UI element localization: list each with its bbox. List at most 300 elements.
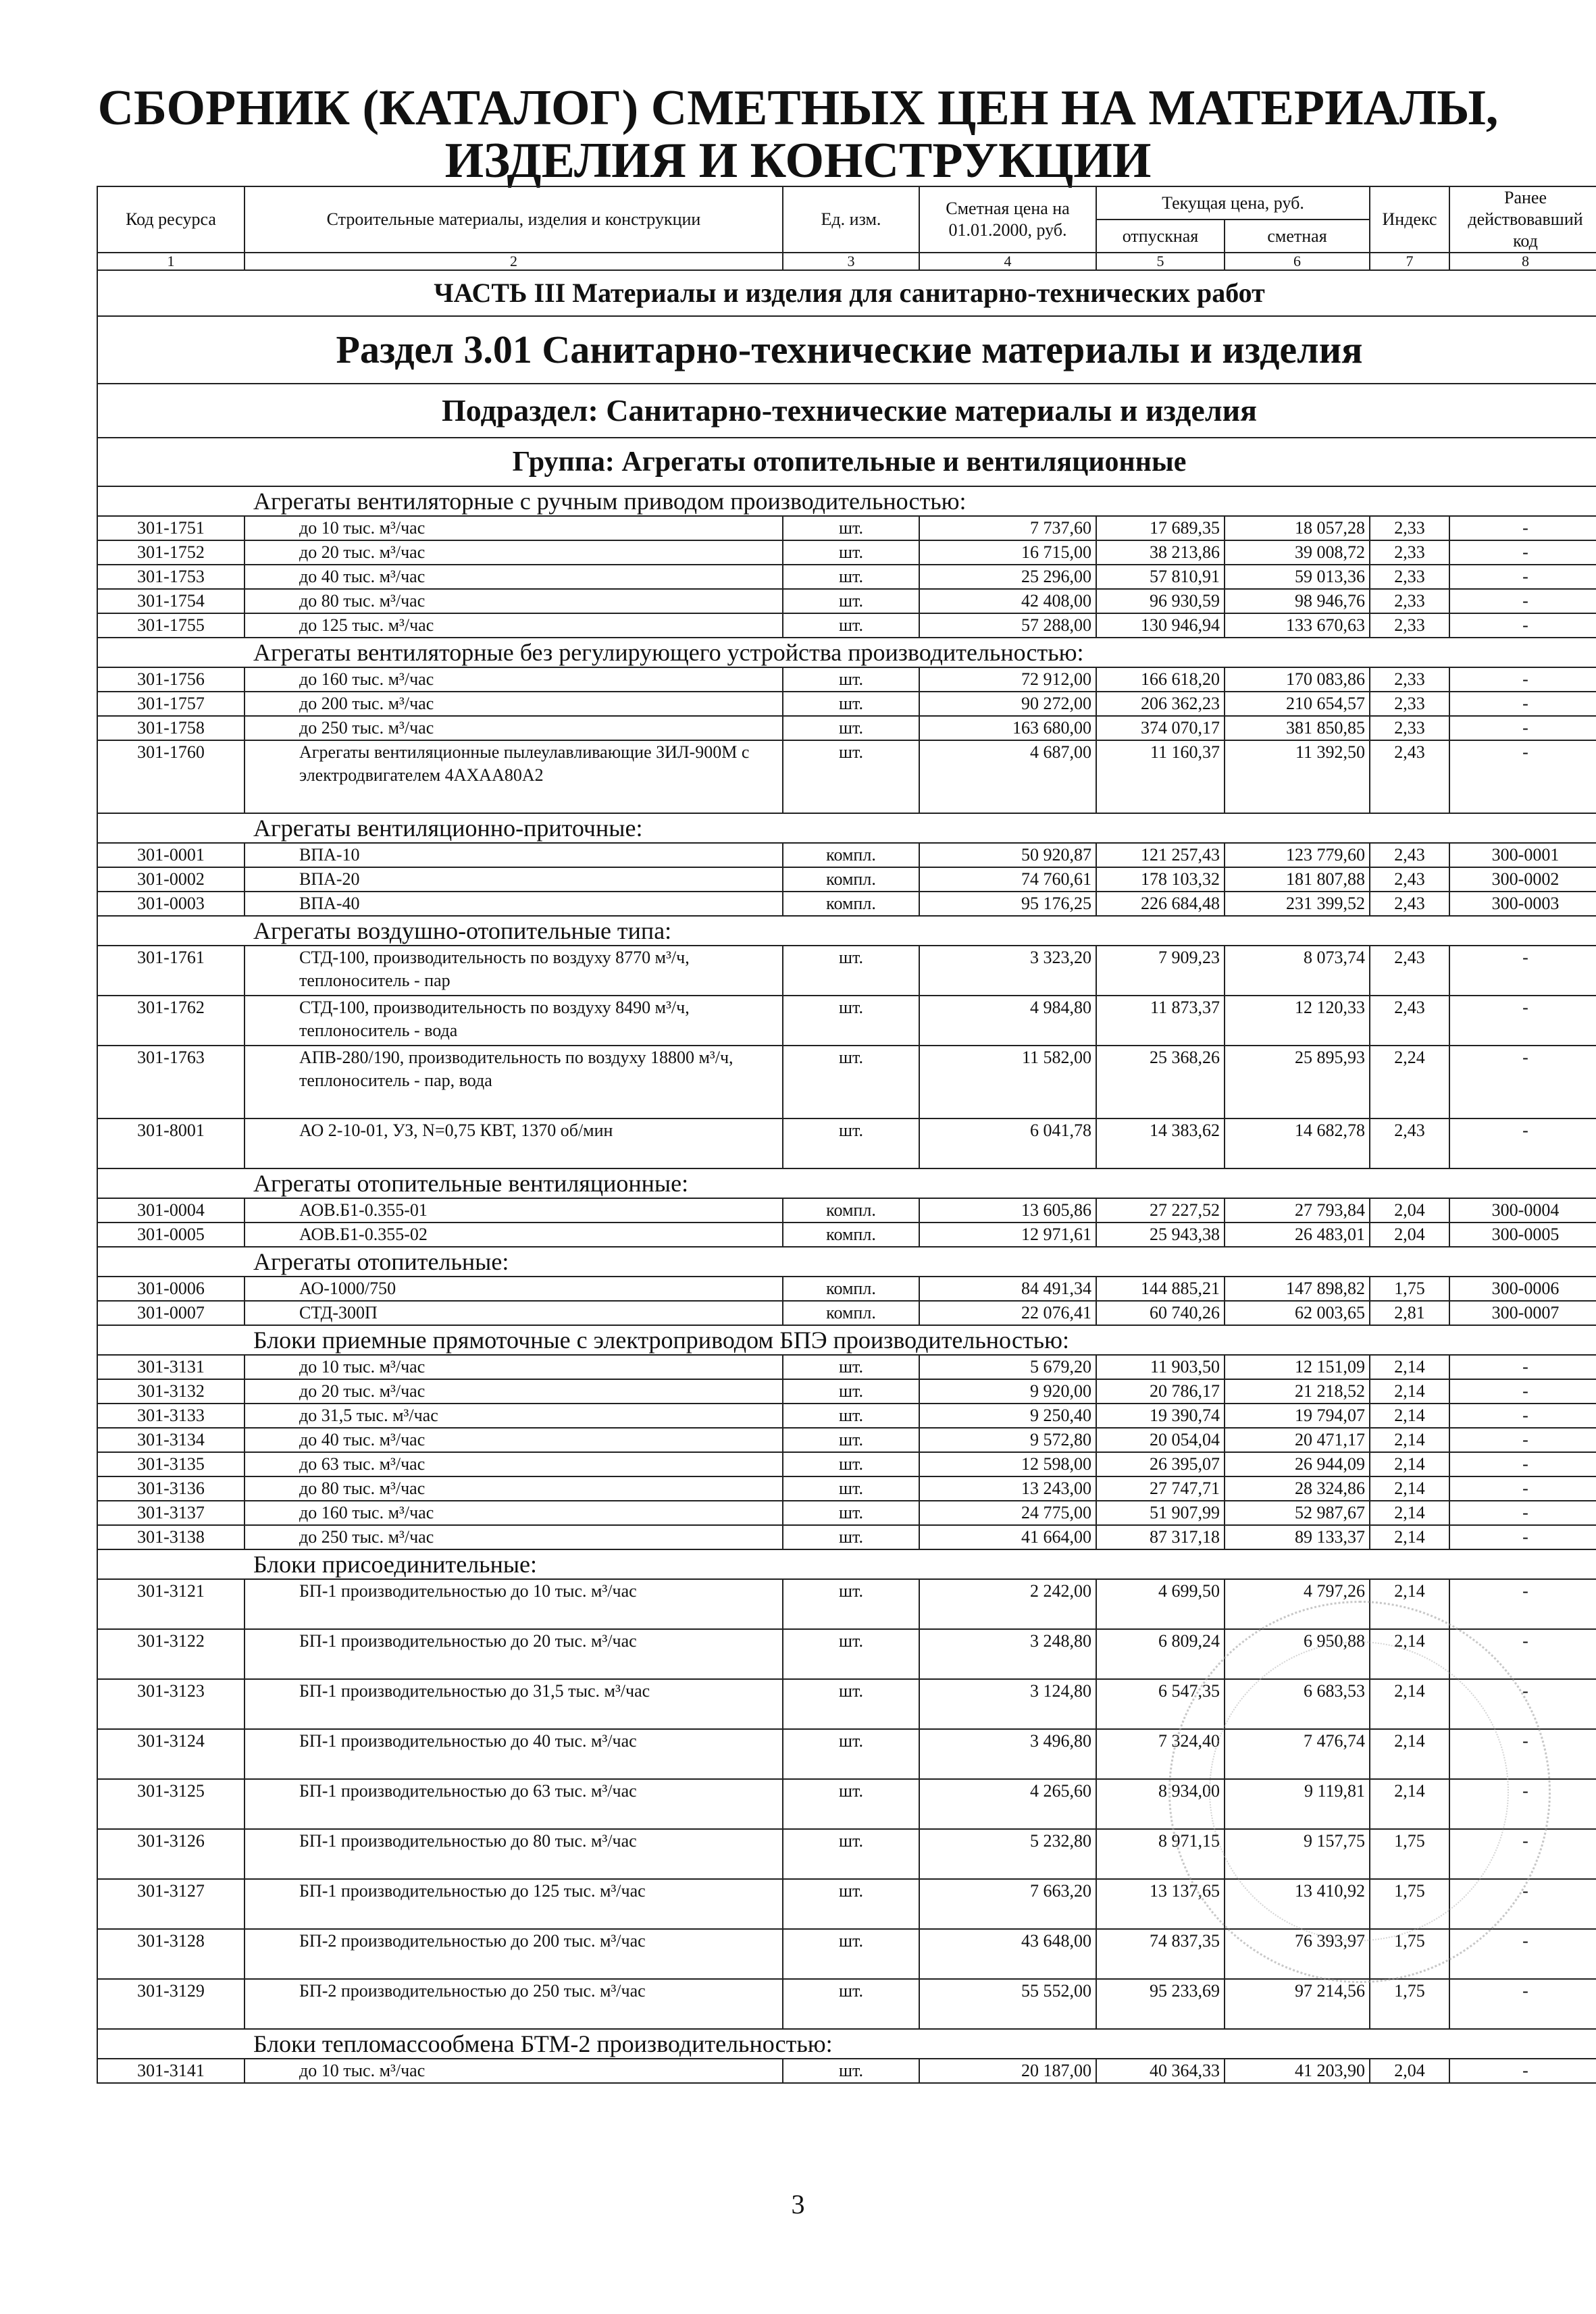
table-row <box>97 540 1596 565</box>
index-cell: 2,24 <box>1370 1046 1449 1119</box>
index-cell: 2,14 <box>1370 1525 1449 1549</box>
unit-cell: шт. <box>783 996 919 1046</box>
unit-cell: шт. <box>783 1046 919 1119</box>
category-heading-row <box>97 638 1596 667</box>
price-2000-cell: 5 232,80 <box>919 1829 1096 1879</box>
unit-cell: шт. <box>783 1355 919 1379</box>
previous-code-cell: - <box>1449 1525 1596 1549</box>
previous-code-cell: - <box>1449 1629 1596 1679</box>
group-heading: Группа: Агрегаты отопительные и вентиляционные <box>97 438 1596 486</box>
material-name-cell: БП-1 производительностью до 80 тыс. м³/час <box>244 1829 783 1879</box>
release-price-cell: 96 930,59 <box>1096 589 1225 613</box>
unit-cell: шт. <box>783 1929 919 1979</box>
price-2000-cell: 22 076,41 <box>919 1301 1096 1325</box>
release-price-cell: 87 317,18 <box>1096 1525 1225 1549</box>
index-cell: 2,14 <box>1370 1729 1449 1779</box>
unit-cell: шт. <box>783 1779 919 1829</box>
price-2000-cell: 74 760,61 <box>919 867 1096 892</box>
estimate-price-cell: 7 476,74 <box>1225 1729 1370 1779</box>
resource-code-cell: 301-3126 <box>97 1829 244 1879</box>
table-row <box>97 1979 1596 2029</box>
price-2000-cell: 6 041,78 <box>919 1119 1096 1168</box>
category-heading-row <box>97 1168 1596 1198</box>
part-heading: ЧАСТЬ III Материалы и изделия для санитарно-технических работ <box>97 270 1596 316</box>
resource-code-cell: 301-1757 <box>97 692 244 716</box>
material-name-cell: до 63 тыс. м³/час <box>244 1452 783 1476</box>
estimate-price-cell: 52 987,67 <box>1225 1501 1370 1525</box>
material-name-cell: БП-1 производительностью до 125 тыс. м³/час <box>244 1879 783 1929</box>
estimate-price-cell: 12 120,33 <box>1225 996 1370 1046</box>
unit-cell: шт. <box>783 692 919 716</box>
previous-code-cell: - <box>1449 1476 1596 1501</box>
release-price-cell: 38 213,86 <box>1096 540 1225 565</box>
previous-code-cell: 300-0002 <box>1449 867 1596 892</box>
unit-cell: шт. <box>783 1879 919 1929</box>
unit-cell: компл. <box>783 843 919 867</box>
price-2000-cell: 163 680,00 <box>919 716 1096 740</box>
index-cell: 2,81 <box>1370 1301 1449 1325</box>
resource-code-cell: 301-3129 <box>97 1979 244 2029</box>
col-number: 8 <box>1449 253 1596 270</box>
previous-code-cell: 300-0003 <box>1449 892 1596 916</box>
index-cell: 2,33 <box>1370 516 1449 540</box>
material-name-cell: до 80 тыс. м³/час <box>244 1476 783 1501</box>
estimate-price-cell: 18 057,28 <box>1225 516 1370 540</box>
material-name-cell: ВПА-20 <box>244 867 783 892</box>
material-name-cell: БП-2 производительностью до 250 тыс. м³/час <box>244 1979 783 2029</box>
resource-code-cell: 301-1760 <box>97 740 244 813</box>
price-2000-cell: 50 920,87 <box>919 843 1096 867</box>
column-number-row <box>97 253 1596 270</box>
category-heading: Агрегаты вентиляционно-приточные: <box>97 813 1596 843</box>
previous-code-cell: - <box>1449 740 1596 813</box>
unit-cell: компл. <box>783 1223 919 1247</box>
table-row <box>97 692 1596 716</box>
material-name-cell: до 160 тыс. м³/час <box>244 1501 783 1525</box>
col-number: 1 <box>97 253 244 270</box>
unit-cell: компл. <box>783 1301 919 1325</box>
release-price-cell: 4 699,50 <box>1096 1579 1225 1629</box>
col-number: 4 <box>919 253 1096 270</box>
index-cell: 2,33 <box>1370 692 1449 716</box>
material-name-cell: АО-1000/750 <box>244 1277 783 1301</box>
unit-cell: шт. <box>783 2059 919 2083</box>
release-price-cell: 6 809,24 <box>1096 1629 1225 1679</box>
material-name-cell: АОВ.Б1-0.355-01 <box>244 1198 783 1223</box>
index-cell: 2,43 <box>1370 740 1449 813</box>
resource-code-cell: 301-8001 <box>97 1119 244 1168</box>
previous-code-cell: - <box>1449 2059 1596 2083</box>
material-name-cell: до 20 тыс. м³/час <box>244 1379 783 1404</box>
table-row <box>97 516 1596 540</box>
col-name-header: Строительные материалы, изделия и конструкции <box>244 186 783 253</box>
resource-code-cell: 301-3137 <box>97 1501 244 1525</box>
release-price-cell: 121 257,43 <box>1096 843 1225 867</box>
resource-code-cell: 301-3132 <box>97 1379 244 1404</box>
price-2000-cell: 2 242,00 <box>919 1579 1096 1629</box>
previous-code-cell: - <box>1449 1779 1596 1829</box>
estimate-price-cell: 26 483,01 <box>1225 1223 1370 1247</box>
estimate-price-cell: 13 410,92 <box>1225 1879 1370 1929</box>
index-cell: 1,75 <box>1370 1829 1449 1879</box>
resource-code-cell: 301-0005 <box>97 1223 244 1247</box>
material-name-cell: до 10 тыс. м³/час <box>244 2059 783 2083</box>
material-name-cell: до 10 тыс. м³/час <box>244 1355 783 1379</box>
unit-cell: шт. <box>783 1452 919 1476</box>
unit-cell: шт. <box>783 1501 919 1525</box>
price-2000-cell: 12 598,00 <box>919 1452 1096 1476</box>
estimate-price-cell: 20 471,17 <box>1225 1428 1370 1452</box>
estimate-price-cell: 25 895,93 <box>1225 1046 1370 1119</box>
estimate-price-cell: 12 151,09 <box>1225 1355 1370 1379</box>
resource-code-cell: 301-3123 <box>97 1679 244 1729</box>
col-number: 3 <box>783 253 919 270</box>
price-2000-cell: 16 715,00 <box>919 540 1096 565</box>
estimate-price-cell: 123 779,60 <box>1225 843 1370 867</box>
release-price-cell: 25 943,38 <box>1096 1223 1225 1247</box>
unit-cell: шт. <box>783 589 919 613</box>
unit-cell: шт. <box>783 1679 919 1729</box>
unit-cell: шт. <box>783 1428 919 1452</box>
material-name-cell: БП-2 производительностью до 200 тыс. м³/час <box>244 1929 783 1979</box>
category-heading-row <box>97 916 1596 946</box>
resource-code-cell: 301-1761 <box>97 946 244 996</box>
table-row <box>97 2059 1596 2083</box>
table-row <box>97 667 1596 692</box>
price-2000-cell: 3 496,80 <box>919 1729 1096 1779</box>
previous-code-cell: - <box>1449 613 1596 638</box>
material-name-cell: БП-1 производительностью до 10 тыс. м³/час <box>244 1579 783 1629</box>
table-row <box>97 843 1596 867</box>
price-2000-cell: 9 572,80 <box>919 1428 1096 1452</box>
category-heading: Блоки тепломассообмена БТМ-2 производительностью: <box>97 2029 1596 2059</box>
price-2000-cell: 7 737,60 <box>919 516 1096 540</box>
resource-code-cell: 301-3124 <box>97 1729 244 1779</box>
index-cell: 2,14 <box>1370 1501 1449 1525</box>
unit-cell: шт. <box>783 740 919 813</box>
release-price-cell: 74 837,35 <box>1096 1929 1225 1979</box>
material-name-cell: БП-1 производительностью до 40 тыс. м³/час <box>244 1729 783 1779</box>
category-heading: Агрегаты вентиляторные без регулирующего устройства производительностью: <box>97 638 1596 667</box>
unit-cell: шт. <box>783 1629 919 1679</box>
previous-code-cell: - <box>1449 716 1596 740</box>
previous-code-cell: - <box>1449 1829 1596 1879</box>
resource-code-cell: 301-3131 <box>97 1355 244 1379</box>
unit-cell: шт. <box>783 946 919 996</box>
resource-code-cell: 301-1758 <box>97 716 244 740</box>
unit-cell: шт. <box>783 667 919 692</box>
estimate-price-cell: 6 683,53 <box>1225 1679 1370 1729</box>
release-price-cell: 40 364,33 <box>1096 2059 1225 2083</box>
estimate-price-cell: 210 654,57 <box>1225 692 1370 716</box>
resource-code-cell: 301-3133 <box>97 1404 244 1428</box>
material-name-cell: ВПА-10 <box>244 843 783 867</box>
resource-code-cell: 301-1751 <box>97 516 244 540</box>
release-price-cell: 166 618,20 <box>1096 667 1225 692</box>
material-name-cell: до 80 тыс. м³/час <box>244 589 783 613</box>
price-2000-cell: 9 920,00 <box>919 1379 1096 1404</box>
index-cell: 2,43 <box>1370 1119 1449 1168</box>
release-price-cell: 374 070,17 <box>1096 716 1225 740</box>
price-2000-cell: 84 491,34 <box>919 1277 1096 1301</box>
catalog-title-line2: ИЗДЕЛИЯ И КОНСТРУКЦИИ <box>444 133 1152 188</box>
unit-cell: шт. <box>783 1404 919 1428</box>
table-row <box>97 1355 1596 1379</box>
category-heading: Агрегаты воздушно-отопительные типа: <box>97 916 1596 946</box>
resource-code-cell: 301-1752 <box>97 540 244 565</box>
price-2000-cell: 3 248,80 <box>919 1629 1096 1679</box>
table-row <box>97 1501 1596 1525</box>
unit-cell: шт. <box>783 1979 919 2029</box>
previous-code-cell: 300-0007 <box>1449 1301 1596 1325</box>
resource-code-cell: 301-3128 <box>97 1929 244 1979</box>
material-name-cell: АОВ.Б1-0.355-02 <box>244 1223 783 1247</box>
material-name-cell: СТД-300П <box>244 1301 783 1325</box>
price-2000-cell: 4 687,00 <box>919 740 1096 813</box>
resource-code-cell: 301-1756 <box>97 667 244 692</box>
table-row <box>97 589 1596 613</box>
resource-code-cell: 301-1762 <box>97 996 244 1046</box>
estimate-price-cell: 26 944,09 <box>1225 1452 1370 1476</box>
price-2000-cell: 12 971,61 <box>919 1223 1096 1247</box>
release-price-cell: 11 160,37 <box>1096 740 1225 813</box>
release-price-cell: 11 903,50 <box>1096 1355 1225 1379</box>
release-price-cell: 20 786,17 <box>1096 1379 1225 1404</box>
table-row <box>97 1428 1596 1452</box>
unit-cell: шт. <box>783 1476 919 1501</box>
estimate-price-cell: 9 157,75 <box>1225 1829 1370 1879</box>
resource-code-cell: 301-0007 <box>97 1301 244 1325</box>
category-heading: Агрегаты отопительные: <box>97 1247 1596 1277</box>
category-heading: Блоки приемные прямоточные с электроприводом БПЭ производительностью: <box>97 1325 1596 1355</box>
table-row <box>97 1452 1596 1476</box>
previous-code-cell: - <box>1449 1404 1596 1428</box>
index-cell: 1,75 <box>1370 1277 1449 1301</box>
table-row <box>97 740 1596 813</box>
resource-code-cell: 301-3121 <box>97 1579 244 1629</box>
material-name-cell: Агрегаты вентиляционные пылеулавливающие ЗИЛ-900М с электродвигателем 4АХАА80А2 <box>244 740 783 813</box>
index-cell: 2,14 <box>1370 1428 1449 1452</box>
resource-code-cell: 301-3141 <box>97 2059 244 2083</box>
col-release-header: отпускная <box>1096 220 1225 253</box>
index-cell: 2,43 <box>1370 867 1449 892</box>
index-cell: 2,33 <box>1370 613 1449 638</box>
previous-code-cell: - <box>1449 1679 1596 1729</box>
material-name-cell: до 40 тыс. м³/час <box>244 565 783 589</box>
estimate-price-cell: 8 073,74 <box>1225 946 1370 996</box>
resource-code-cell: 301-3125 <box>97 1779 244 1829</box>
resource-code-cell: 301-3136 <box>97 1476 244 1501</box>
table-row <box>97 892 1596 916</box>
estimate-price-cell: 39 008,72 <box>1225 540 1370 565</box>
index-cell: 2,43 <box>1370 892 1449 916</box>
table-row <box>97 1223 1596 1247</box>
index-cell: 2,14 <box>1370 1379 1449 1404</box>
col-current-header: Текущая цена, руб. <box>1096 186 1370 220</box>
index-cell: 2,33 <box>1370 589 1449 613</box>
category-heading-row <box>97 1549 1596 1579</box>
estimate-price-cell: 6 950,88 <box>1225 1629 1370 1679</box>
index-cell: 2,14 <box>1370 1355 1449 1379</box>
material-name-cell: до 250 тыс. м³/час <box>244 716 783 740</box>
resource-code-cell: 301-3135 <box>97 1452 244 1476</box>
price-2000-cell: 95 176,25 <box>919 892 1096 916</box>
price-2000-cell: 43 648,00 <box>919 1929 1096 1979</box>
previous-code-cell: - <box>1449 667 1596 692</box>
release-price-cell: 178 103,32 <box>1096 867 1225 892</box>
release-price-cell: 25 368,26 <box>1096 1046 1225 1119</box>
estimate-price-cell: 381 850,85 <box>1225 716 1370 740</box>
release-price-cell: 51 907,99 <box>1096 1501 1225 1525</box>
resource-code-cell: 301-1755 <box>97 613 244 638</box>
unit-cell: компл. <box>783 867 919 892</box>
estimate-price-cell: 59 013,36 <box>1225 565 1370 589</box>
index-cell: 2,43 <box>1370 843 1449 867</box>
previous-code-cell: - <box>1449 565 1596 589</box>
index-cell: 2,04 <box>1370 1223 1449 1247</box>
price-2000-cell: 5 679,20 <box>919 1355 1096 1379</box>
table-row <box>97 1198 1596 1223</box>
table-header <box>97 186 1596 270</box>
previous-code-cell: - <box>1449 1501 1596 1525</box>
estimate-price-cell: 4 797,26 <box>1225 1579 1370 1629</box>
unit-cell: шт. <box>783 1525 919 1549</box>
estimate-price-cell: 98 946,76 <box>1225 589 1370 613</box>
col-number: 5 <box>1096 253 1225 270</box>
table-row <box>97 1301 1596 1325</box>
previous-code-cell: - <box>1449 1379 1596 1404</box>
previous-code-cell: - <box>1449 1452 1596 1476</box>
price-2000-cell: 57 288,00 <box>919 613 1096 638</box>
release-price-cell: 206 362,23 <box>1096 692 1225 716</box>
unit-cell: шт. <box>783 1119 919 1168</box>
table-row <box>97 1119 1596 1168</box>
release-price-cell: 17 689,35 <box>1096 516 1225 540</box>
page-number: 3 <box>791 2189 805 2219</box>
release-price-cell: 226 684,48 <box>1096 892 1225 916</box>
material-name-cell: до 125 тыс. м³/час <box>244 613 783 638</box>
resource-code-cell: 301-3122 <box>97 1629 244 1679</box>
unit-cell: шт. <box>783 1579 919 1629</box>
category-heading-row <box>97 486 1596 516</box>
estimate-price-cell: 21 218,52 <box>1225 1379 1370 1404</box>
index-cell: 2,14 <box>1370 1452 1449 1476</box>
estimate-price-cell: 76 393,97 <box>1225 1929 1370 1979</box>
material-name-cell: до 200 тыс. м³/час <box>244 692 783 716</box>
previous-code-cell: - <box>1449 946 1596 996</box>
resource-code-cell: 301-1754 <box>97 589 244 613</box>
price-2000-cell: 3 124,80 <box>919 1679 1096 1729</box>
material-name-cell: СТД-100, производительность по воздуху 8490 м³/ч, теплоноситель - вода <box>244 996 783 1046</box>
estimate-price-cell: 9 119,81 <box>1225 1779 1370 1829</box>
price-2000-cell: 20 187,00 <box>919 2059 1096 2083</box>
previous-code-cell: - <box>1449 692 1596 716</box>
previous-code-cell: - <box>1449 996 1596 1046</box>
index-cell: 2,04 <box>1370 2059 1449 2083</box>
table-row <box>97 1525 1596 1549</box>
previous-code-cell: - <box>1449 1119 1596 1168</box>
previous-code-cell: 300-0005 <box>1449 1223 1596 1247</box>
estimate-price-cell: 62 003,65 <box>1225 1301 1370 1325</box>
price-2000-cell: 41 664,00 <box>919 1525 1096 1549</box>
unit-cell: шт. <box>783 565 919 589</box>
index-cell: 2,14 <box>1370 1629 1449 1679</box>
category-heading: Агрегаты отопительные вентиляционные: <box>97 1168 1596 1198</box>
catalog-title-line1: СБОРНИК (КАТАЛОГ) СМЕТНЫХ ЦЕН НА МАТЕРИАЛЫ, <box>97 80 1499 136</box>
estimate-price-cell: 14 682,78 <box>1225 1119 1370 1168</box>
release-price-cell: 13 137,65 <box>1096 1879 1225 1929</box>
material-name-cell: СТД-100, производительность по воздуху 8770 м³/ч, теплоноситель - пар <box>244 946 783 996</box>
release-price-cell: 95 233,69 <box>1096 1979 1225 2029</box>
category-heading-row <box>97 813 1596 843</box>
price-2000-cell: 4 984,80 <box>919 996 1096 1046</box>
resource-code-cell: 301-0001 <box>97 843 244 867</box>
previous-code-cell: - <box>1449 1355 1596 1379</box>
price-2000-cell: 24 775,00 <box>919 1501 1096 1525</box>
faded-stamp-inner <box>1209 1641 1509 1941</box>
resource-code-cell: 301-3134 <box>97 1428 244 1452</box>
index-cell: 1,75 <box>1370 1979 1449 2029</box>
index-cell: 2,14 <box>1370 1579 1449 1629</box>
category-heading: Блоки присоединительные: <box>97 1549 1596 1579</box>
previous-code-cell: - <box>1449 1729 1596 1779</box>
previous-code-cell: 300-0004 <box>1449 1198 1596 1223</box>
table-row <box>97 1277 1596 1301</box>
release-price-cell: 7 909,23 <box>1096 946 1225 996</box>
table-row <box>97 996 1596 1046</box>
price-2000-cell: 55 552,00 <box>919 1979 1096 2029</box>
col-number: 2 <box>244 253 783 270</box>
table-row <box>97 716 1596 740</box>
previous-code-cell: - <box>1449 1979 1596 2029</box>
estimate-price-cell: 27 793,84 <box>1225 1198 1370 1223</box>
table-row <box>97 1046 1596 1119</box>
col-code-header: Код ресурса <box>97 186 244 253</box>
estimate-price-cell: 97 214,56 <box>1225 1979 1370 2029</box>
col-number: 6 <box>1225 253 1370 270</box>
price-2000-cell: 4 265,60 <box>919 1779 1096 1829</box>
unit-cell: компл. <box>783 1277 919 1301</box>
material-name-cell: до 31,5 тыс. м³/час <box>244 1404 783 1428</box>
material-name-cell: БП-1 производительностью до 31,5 тыс. м³/час <box>244 1679 783 1729</box>
resource-code-cell: 301-0006 <box>97 1277 244 1301</box>
material-name-cell: до 160 тыс. м³/час <box>244 667 783 692</box>
category-heading-row <box>97 2029 1596 2059</box>
subsection-heading: Подраздел: Санитарно-технические материалы и изделия <box>97 384 1596 438</box>
index-cell: 2,43 <box>1370 996 1449 1046</box>
price-2000-cell: 3 323,20 <box>919 946 1096 996</box>
table-row <box>97 1476 1596 1501</box>
previous-code-cell: - <box>1449 1879 1596 1929</box>
unit-cell: шт. <box>783 716 919 740</box>
release-price-cell: 27 747,71 <box>1096 1476 1225 1501</box>
estimate-price-cell: 41 203,90 <box>1225 2059 1370 2083</box>
index-cell: 1,75 <box>1370 1879 1449 1929</box>
release-price-cell: 60 740,26 <box>1096 1301 1225 1325</box>
release-price-cell: 130 946,94 <box>1096 613 1225 638</box>
index-cell: 2,33 <box>1370 540 1449 565</box>
table-row <box>97 867 1596 892</box>
resource-code-cell: 301-0002 <box>97 867 244 892</box>
estimate-price-cell: 147 898,82 <box>1225 1277 1370 1301</box>
index-cell: 2,43 <box>1370 946 1449 996</box>
previous-code-cell: - <box>1449 1929 1596 1979</box>
resource-code-cell: 301-3138 <box>97 1525 244 1549</box>
previous-code-cell: - <box>1449 540 1596 565</box>
release-price-cell: 19 390,74 <box>1096 1404 1225 1428</box>
index-cell: 2,33 <box>1370 667 1449 692</box>
material-name-cell: АПВ-280/190, производительность по воздуху 18800 м³/ч, теплоноситель - пар, вода <box>244 1046 783 1119</box>
